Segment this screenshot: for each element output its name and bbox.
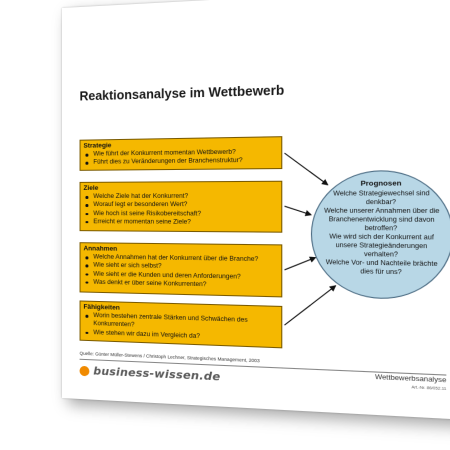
list-item: Was denkt er über seine Konkurrenten? bbox=[91, 278, 278, 291]
arrow-faehigkeiten bbox=[285, 285, 336, 327]
box-list bbox=[83, 148, 277, 167]
box-heading: Ziele bbox=[83, 184, 99, 192]
prognosen-line: Welche Strategiewechsel sind denkbar? bbox=[333, 189, 430, 207]
box-list bbox=[83, 254, 277, 291]
box-ziele bbox=[80, 181, 283, 233]
box-list bbox=[83, 193, 277, 228]
box-strategie bbox=[80, 136, 283, 171]
source-note: Quelle: Günter Müller-Stewens / Christoph Lechner, Strategisches Management, 2003 bbox=[79, 350, 260, 364]
list-item: Wie sieht er sich selbst? bbox=[91, 262, 278, 274]
logo-text: business-wissen.de bbox=[93, 364, 221, 384]
box-heading: Fähigkeiten bbox=[83, 303, 120, 312]
page-title: Reaktionsanalyse im Wettbewerb bbox=[79, 83, 285, 104]
list-item: Worauf legt er besonderen Wert? bbox=[91, 201, 278, 210]
list-item: Erreicht er momentan seine Ziele? bbox=[91, 218, 278, 227]
document-title: Wettbewerbsanalyse bbox=[375, 373, 447, 385]
arrow-ziele bbox=[285, 206, 311, 215]
list-item: Welche Annahmen hat der Konkurrent über die Branche? bbox=[91, 254, 278, 265]
prognosen-heading: Prognosen bbox=[360, 180, 402, 188]
prognosen-line: Welche unserer Annahmen über die Branchenentwicklung sind davon betroffen? bbox=[324, 207, 440, 233]
box-heading: Annahmen bbox=[83, 245, 118, 253]
list-item: Wie sieht er die Kunden und deren Anforderungen? bbox=[91, 270, 278, 282]
prognosen-circle bbox=[311, 170, 450, 301]
list-item: Worin bestehen zentrale Stärken und Schwächen des Konkurrenten? bbox=[91, 312, 278, 335]
box-list bbox=[83, 312, 277, 344]
box-faehigkeiten bbox=[80, 300, 283, 348]
list-item: Wie führt der Konkurrent momentan Wettbewerb? bbox=[91, 148, 278, 159]
document-sheet bbox=[62, 0, 450, 420]
list-item: Welche Ziele hat der Konkurrent? bbox=[91, 193, 278, 202]
box-annahmen bbox=[80, 242, 283, 297]
article-number: Art.-Nr. 86/052.11 bbox=[411, 385, 447, 392]
logo-dot-icon bbox=[80, 365, 90, 376]
list-item: Führt dies zu Veränderungen der Branchenstruktur? bbox=[91, 157, 278, 168]
logo bbox=[80, 364, 221, 384]
box-heading: Strategie bbox=[83, 142, 112, 150]
list-item: Wie stehen wir dazu im Vergleich da? bbox=[91, 329, 278, 344]
list-item: Wie hoch ist seine Risikobereitschaft? bbox=[91, 210, 278, 219]
arrow-annahmen bbox=[285, 257, 316, 270]
prognosen-line: Welche Vor- und Nachteile brächte dies für uns? bbox=[325, 258, 438, 277]
prognosen-line: Wie wird sich der Konkurrent auf unsere Strategieänderungen verhalten? bbox=[329, 233, 434, 259]
